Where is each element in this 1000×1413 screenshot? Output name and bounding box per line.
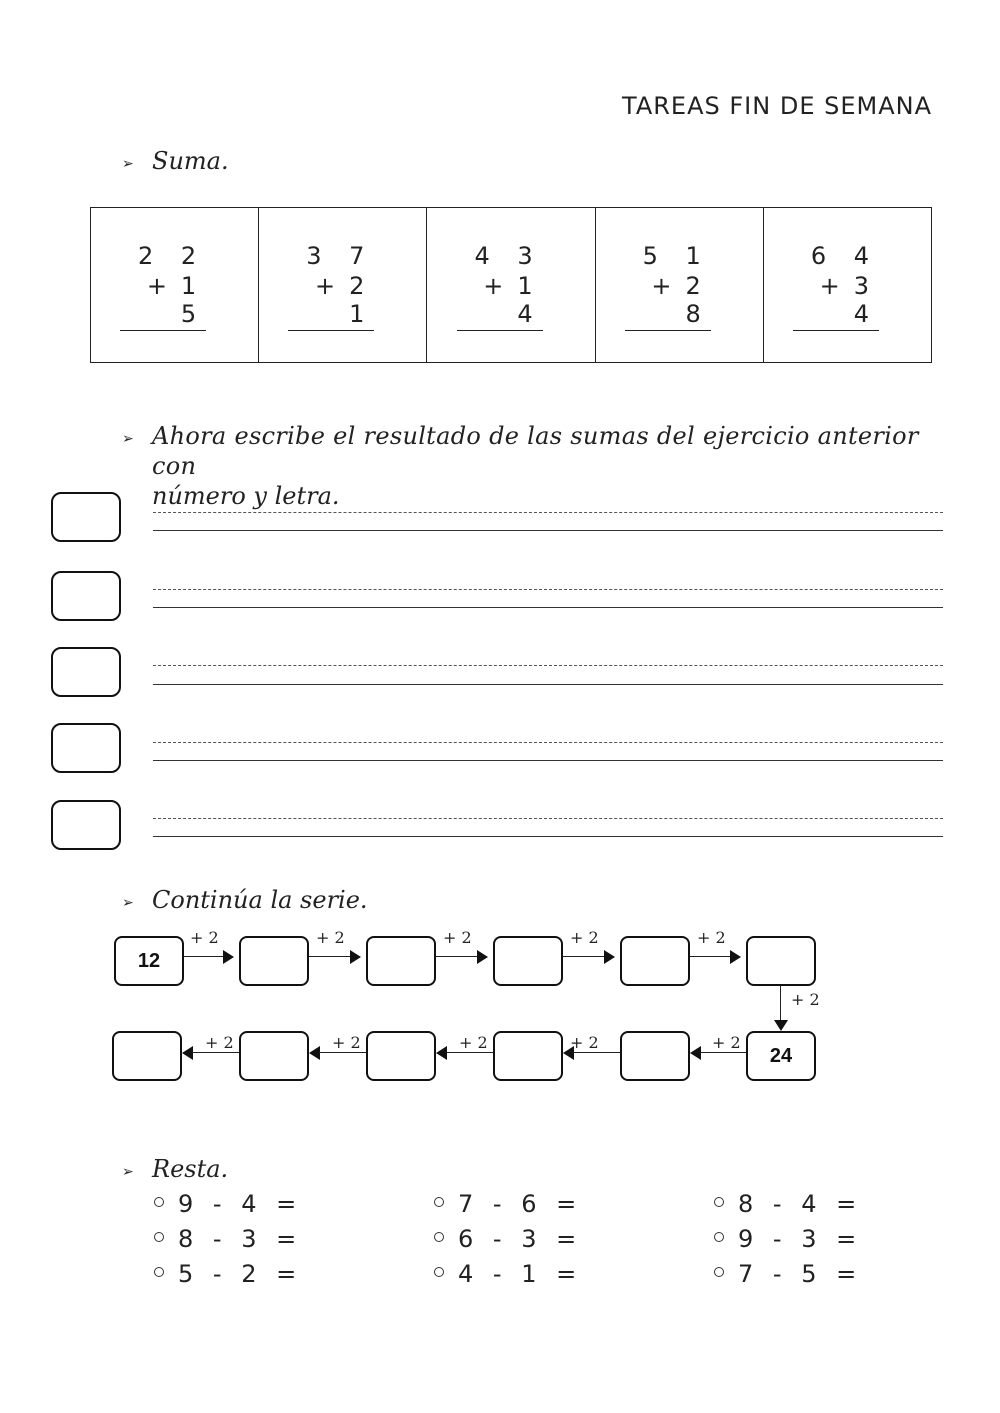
subtraction-item[interactable]	[434, 1190, 582, 1218]
series-arrow-line	[700, 1052, 746, 1053]
subtraction-expression: 8 - 4 =	[738, 1190, 863, 1218]
writing-line[interactable]	[153, 589, 943, 590]
sum-top-number: 5 1	[642, 242, 711, 270]
subtraction-expression: 8 - 3 =	[178, 1225, 303, 1253]
series-box[interactable]	[239, 1031, 309, 1081]
sum-bottom-digits: 1 4	[517, 272, 543, 328]
answer-number-box[interactable]	[51, 492, 121, 542]
subtraction-expression: 9 - 3 =	[738, 1225, 863, 1253]
arrow-right-icon	[223, 950, 234, 964]
subtraction-expression: 4 - 1 =	[458, 1260, 583, 1288]
bullet-arrow-icon: ➢	[122, 156, 134, 172]
step-label: + 2	[697, 928, 726, 947]
series-box-start: 12	[114, 936, 184, 986]
subtraction-item[interactable]	[714, 1190, 862, 1218]
step-label: + 2	[459, 1033, 488, 1052]
sum-bottom-number	[625, 272, 711, 331]
subtraction-item[interactable]	[154, 1260, 302, 1288]
sum-bottom-number	[288, 272, 374, 331]
writing-line[interactable]	[153, 818, 943, 819]
page-title: TAREAS FIN DE SEMANA	[622, 92, 932, 120]
subtraction-item[interactable]	[434, 1225, 582, 1253]
arrow-left-icon	[182, 1046, 193, 1060]
arrow-right-icon	[350, 950, 361, 964]
sum-top-number: 2 2	[138, 242, 207, 270]
subtraction-expression: 5 - 2 =	[178, 1260, 303, 1288]
series-box[interactable]	[746, 936, 816, 986]
escribe-heading	[152, 421, 932, 511]
series-arrow-line	[690, 956, 731, 957]
series-arrow-line	[192, 1052, 239, 1053]
plus-sign: +	[819, 272, 854, 300]
arrow-left-icon	[309, 1046, 320, 1060]
series-arrow-line	[309, 956, 351, 957]
step-label: + 2	[570, 928, 599, 947]
resta-heading: Resta.	[152, 1155, 229, 1183]
series-box[interactable]	[493, 1031, 563, 1081]
subtraction-item[interactable]	[154, 1190, 302, 1218]
sum-top-number: 4 3	[474, 242, 543, 270]
sum-bottom-digits: 2 1	[349, 272, 375, 328]
answer-number-box[interactable]	[51, 723, 121, 773]
circle-bullet-icon	[154, 1197, 164, 1207]
answer-number-box[interactable]	[51, 647, 121, 697]
sum-bottom-digits: 1 5	[180, 272, 207, 328]
step-label: + 2	[570, 1033, 599, 1052]
series-box[interactable]	[112, 1031, 182, 1081]
circle-bullet-icon	[434, 1197, 444, 1207]
series-box[interactable]	[620, 1031, 690, 1081]
step-label: + 2	[205, 1033, 234, 1052]
circle-bullet-icon	[714, 1197, 724, 1207]
series-box[interactable]	[620, 936, 690, 986]
series-arrow-line	[184, 956, 224, 957]
sum-bottom-number	[457, 272, 543, 331]
subtraction-expression: 6 - 3 =	[458, 1225, 583, 1253]
sum-cell[interactable]	[427, 208, 595, 362]
plus-sign: +	[651, 272, 686, 300]
sum-top-number: 6 4	[810, 242, 880, 270]
writing-line[interactable]	[153, 530, 943, 531]
bullet-arrow-icon: ➢	[122, 895, 134, 911]
writing-line[interactable]	[153, 684, 943, 685]
series-arrow-line	[446, 1052, 493, 1053]
serie-heading: Continúa la serie.	[152, 886, 368, 914]
circle-bullet-icon	[154, 1267, 164, 1277]
sum-bottom-number	[793, 272, 879, 331]
circle-bullet-icon	[714, 1267, 724, 1277]
series-box[interactable]	[493, 936, 563, 986]
subtraction-expression: 7 - 5 =	[738, 1260, 863, 1288]
step-label: + 2	[316, 928, 345, 947]
sum-bottom-number	[120, 272, 206, 331]
circle-bullet-icon	[434, 1267, 444, 1277]
writing-line[interactable]	[153, 512, 943, 513]
arrow-right-icon	[730, 950, 741, 964]
step-label: + 2	[791, 990, 820, 1009]
subtraction-item[interactable]	[714, 1260, 862, 1288]
writing-line[interactable]	[153, 760, 943, 761]
bullet-arrow-icon: ➢	[122, 1164, 134, 1180]
series-box[interactable]	[239, 936, 309, 986]
step-label: + 2	[712, 1033, 741, 1052]
subtraction-expression: 7 - 6 =	[458, 1190, 583, 1218]
series-box-end: 24	[746, 1031, 816, 1081]
arrow-left-icon	[436, 1046, 447, 1060]
circle-bullet-icon	[714, 1232, 724, 1242]
step-label: + 2	[332, 1033, 361, 1052]
escribe-heading-line2: número y letra.	[152, 482, 340, 510]
arrow-right-icon	[604, 950, 615, 964]
sum-cell[interactable]	[764, 208, 931, 362]
writing-line[interactable]	[153, 607, 943, 608]
plus-sign: +	[146, 272, 181, 300]
writing-line[interactable]	[153, 836, 943, 837]
answer-number-box[interactable]	[51, 800, 121, 850]
sum-bottom-digits: 3 4	[853, 272, 880, 328]
suma-heading: Suma.	[152, 147, 229, 175]
answer-number-box[interactable]	[51, 571, 121, 621]
arrow-right-icon	[477, 950, 488, 964]
arrow-down-icon	[774, 1020, 788, 1031]
sum-cell[interactable]	[91, 208, 259, 362]
step-label: + 2	[443, 928, 472, 947]
subtraction-item[interactable]	[714, 1225, 862, 1253]
plus-sign: +	[315, 272, 350, 300]
sum-bottom-digits: 2 8	[685, 272, 711, 328]
arrow-left-icon	[690, 1046, 701, 1060]
series-box[interactable]	[366, 936, 436, 986]
step-label: + 2	[190, 928, 219, 947]
circle-bullet-icon	[434, 1232, 444, 1242]
series-arrow-line	[563, 956, 605, 957]
series-arrow-line	[780, 986, 781, 1021]
series-arrow-line	[573, 1052, 620, 1053]
writing-line[interactable]	[153, 742, 943, 743]
series-arrow-line	[436, 956, 478, 957]
sum-top-number: 3 7	[306, 242, 375, 270]
sums-table	[90, 207, 932, 363]
sum-cell[interactable]	[596, 208, 764, 362]
bullet-arrow-icon: ➢	[122, 431, 134, 447]
writing-line[interactable]	[153, 665, 943, 666]
subtraction-item[interactable]	[434, 1260, 582, 1288]
subtraction-item[interactable]	[154, 1225, 302, 1253]
circle-bullet-icon	[154, 1232, 164, 1242]
plus-sign: +	[483, 272, 518, 300]
series-box[interactable]	[366, 1031, 436, 1081]
sum-cell[interactable]	[259, 208, 427, 362]
escribe-heading-line1: Ahora escribe el resultado de las sumas del ejercicio anterior con	[152, 422, 919, 480]
series-arrow-line	[319, 1052, 366, 1053]
subtraction-expression: 9 - 4 =	[178, 1190, 303, 1218]
